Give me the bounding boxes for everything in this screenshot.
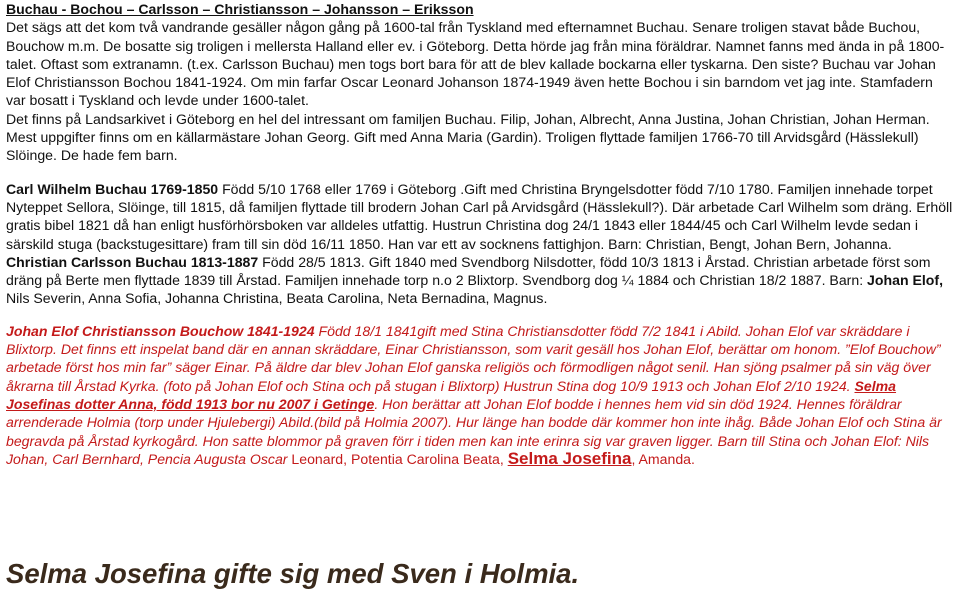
christian-text: Född 28/5 1813. Gift 1840 med Svendborg Nilsdotter, född 10/3 1813 i Årstad. Christian arbetade först som dräng på Berte men flyttade 1839 till Årstad. Familjen innehade torp n.o 2 Blixtorp. Svendborg dog ¼ 1884 och Christian 18/2 1887. Barn: — [6, 253, 931, 289]
christian-child-johan-elof: Johan Elof, — [867, 272, 944, 289]
document-title: Buchau - Bochou – Carlsson – Christiansson – Johansson – Eriksson — [6, 1, 474, 17]
johan-elof-section — [6, 322, 954, 468]
christian-section — [6, 253, 954, 308]
christian-children-rest: Nils Severin, Anna Sofia, Johanna Christina, Beata Carolina, Neta Bernadina, Magnus. — [6, 290, 548, 307]
johan-elof-text-2: . Hon berättar att Johan Elof bodde i hennes hem vid sin död 1924. Hennes föräldrar arrenderade Holmia (torp under Hjulebergi) Abild.(bild på Holmia 2007). Hur länge han bodde där kommer hon inte ihåg. Både Johan Elof och Stina är begravda på Årstad kyrkogård. Hon satte blommor på graven förr i tiden men kan inte erinra sig var graven ligger. Barn till Stina och Johan Elof: Nils Johan, Carl Bernhard, Pencia Augusta Oscar — [6, 395, 942, 467]
johan-elof-text-4: , Amanda. — [631, 450, 695, 467]
carl-wilhelm-heading: Carl Wilhelm Buchau 1769-1850 — [6, 180, 219, 197]
selma-josefina-name: Selma Josefina — [507, 448, 632, 468]
johan-elof-text-1: Född 18/1 1841gift med Stina Christiansdotter född 7/2 1841 i Abild. Johan Elof var skräddare i Blixtorp. Det finns ett inspelat band där en annan skräddare, Einar Christiansson, som varit gesäll hos Johan Elof, berättar om honom. ”Elof Bouchow” arbetade först hos min far” säger Einar. På äldre dar blev Johan Elof ganska religiös och förmodligen något senil. Han sjöng psalmer på sin väg över åkrarna till Årstad Kyrka. (foto på Johan Elof och Stina och på stugan i Blixtorp) Hustrun Stina dog 10/9 1913 och Johan Elof 2/10 1924. — [6, 322, 941, 394]
leonard-name: Leonard, — [291, 450, 348, 467]
intro-paragraph-1: Det sägs att det kom två vandrande gesäller någon gång på 1600-tal från Tyskland med efternamnet Buchau. Senare troligen stavat både Buchou, Bouchow m.m. De bosatte sig troligen i mellersta Halland eller ev. i Göteborg. Detta hörde jag från mina föräldrar. Namnet fanns med ända in på 1800-talet. Oftast som extranamn. (t.ex. Carlsson Buchau) men togs bort bara för att de blev kallade bockarna eller tyskarna. Den siste? Buchau var Johan Elof Christiansson Bochou 1841-1924. Om min farfar Oscar Leonard Johanson 1874-1949 även hette Bochou i sin barndom vet jag inte. Stamfadern var bosatt i Tyskland och levde under 1600-talet. — [6, 19, 945, 109]
closing-headline: Selma Josefina gifte sig med Sven i Holmia. — [6, 558, 580, 589]
selma-daughter-note: Selma Josefinas dotter Anna, född 1913 bor nu 2007 i Getinge — [6, 377, 897, 412]
johan-elof-heading: Johan Elof Christiansson Bouchow 1841-1924 — [6, 322, 315, 339]
intro-paragraph-2: Det finns på Landsarkivet i Göteborg en hel del intressant om familjen Buchau. Filip, Johan, Albrecht, Anna Justina, Johan Christian, Johan Herman. Mest uppgifter finns om en källarmästare Johan Georg. Gift med Anna Maria (Gardin). Troligen flyttade familjen 1766-70 till Arvidsgård (Hässlekull) Slöinge. De hade fem barn. — [6, 110, 930, 164]
johan-elof-text-3: Potentia Carolina Beata, — [347, 450, 508, 467]
christian-heading: Christian Carlsson Buchau 1813-1887 — [6, 253, 259, 270]
carl-wilhelm-text: Född 5/10 1768 eller 1769 i Göteborg .Gift med Christina Bryngelsdotter född 7/10 1780. Familjen innehade torpet Nyteppet Sellora, Slöinge, till 1815, då familjen flyttade till brodern Johan Carl på Arvidsgård (Hässlekull?). Där arbetade Carl Wilhelm som dräng. Erhöll gratis bibel 1821 då han enligt husförhörsboken var alldeles utfattig. Hustrun Christina dog 24/1 1843 eller 1844/45 och Carl Wilhelm levde sedan i särskild stuga (backstugesittare) fram till sin död 16/11 1850. Han var ett av socknens fattighjon. Barn: Christian, Bengt, Johan Bern, Johanna. — [6, 180, 953, 252]
carl-wilhelm-section — [6, 180, 954, 253]
